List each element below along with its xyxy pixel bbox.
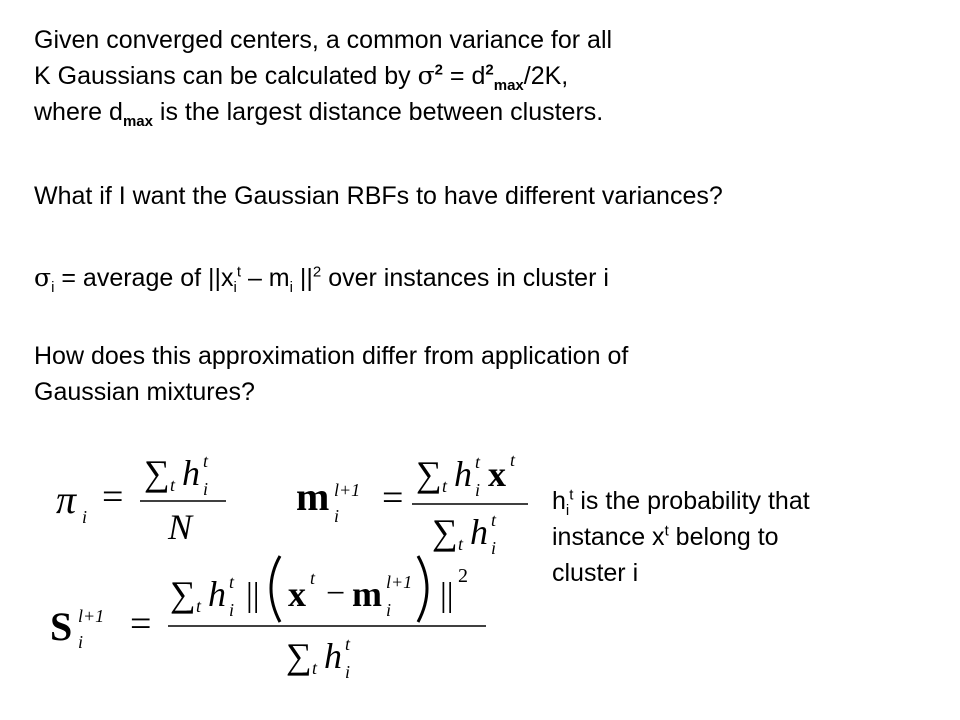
text: is the largest distance between clusters. [152, 98, 604, 126]
text: || [292, 264, 313, 292]
h-symbol: h [324, 636, 342, 676]
superscript-t: t [345, 634, 351, 654]
superscript: 2 [312, 263, 322, 281]
superscript-t: t [491, 510, 497, 530]
subscript-i: i [78, 632, 84, 652]
superscript-l-plus-1: l+1 [386, 572, 413, 592]
subscript-t: t [442, 476, 448, 496]
subscript-t: t [312, 658, 318, 678]
m-vector: m [352, 574, 382, 614]
superscript-l-plus-1: l+1 [334, 480, 361, 500]
x-vector: x [288, 574, 306, 614]
h-symbol: h [208, 574, 226, 614]
pi-symbol: π [56, 477, 77, 522]
subscript-i: i [491, 538, 497, 558]
different-variances-question [34, 178, 723, 214]
sum-symbol: ∑ [286, 636, 312, 676]
pi-formula [56, 445, 236, 555]
subscript-i: i [386, 600, 392, 620]
h-symbol: h [182, 453, 200, 493]
subscript-i: i [229, 600, 235, 620]
subscript: i [233, 279, 237, 296]
sum-symbol: ∑ [416, 454, 442, 494]
note-line-2 [552, 519, 810, 555]
text: K Gaussians can be calculated by [34, 62, 418, 90]
norm-left: || [246, 577, 260, 614]
m-vector: m [296, 474, 330, 519]
note-line-3: cluster i [552, 559, 639, 587]
superscript-t: t [229, 572, 235, 592]
text: instance x [552, 523, 665, 551]
subscript-i: i [82, 507, 88, 527]
equals-sign: = [382, 477, 404, 519]
text: What if I want the Gaussian RBFs to have different variances? [34, 182, 723, 210]
common-variance-paragraph [34, 22, 612, 130]
sum-symbol: ∑ [144, 453, 170, 493]
subscript: i [289, 279, 293, 296]
exponent: 2 [485, 61, 494, 79]
line-2 [34, 58, 612, 94]
left-paren [271, 556, 280, 622]
sum-symbol: ∑ [170, 574, 196, 614]
equals-sign: = [102, 476, 124, 518]
text: belong to [668, 523, 779, 551]
superscript-2: 2 [458, 565, 468, 587]
note-line-1 [552, 483, 810, 519]
h-definition-note [552, 483, 810, 591]
text: /2K, [523, 62, 569, 90]
subscript: max [122, 113, 153, 130]
mean-formula [296, 440, 536, 560]
equals-sign: = [130, 603, 152, 645]
s-matrix: S [50, 604, 73, 649]
sigma-symbol: σ [417, 61, 435, 90]
subscript-t: t [196, 596, 202, 616]
text: = d [442, 62, 486, 90]
norm-right: || [440, 577, 454, 614]
covariance-formula [50, 548, 500, 688]
subscript-t: t [458, 534, 464, 554]
exponent: 2 [434, 61, 443, 79]
superscript: t [236, 263, 242, 281]
minus-sign: − [326, 575, 346, 612]
superscript-t: t [310, 568, 316, 588]
subscript-t: t [170, 475, 176, 495]
h-symbol: h [470, 512, 488, 552]
right-paren [418, 556, 427, 622]
line-2: Gaussian mixtures? [34, 378, 255, 406]
superscript-t: t [203, 451, 209, 471]
gaussian-mixture-question [34, 338, 628, 410]
line-1: How does this approximation differ from application of [34, 342, 629, 370]
sigma-symbol: σ [34, 263, 52, 292]
subscript-i: i [334, 506, 340, 526]
text: Given converged centers, a common variance for all [34, 26, 613, 54]
superscript-t: t [475, 452, 481, 472]
superscript: t [569, 486, 574, 504]
subscript-i: i [475, 480, 481, 500]
n-symbol: N [168, 507, 193, 547]
sum-symbol: ∑ [432, 512, 458, 552]
subscript-i: i [345, 662, 351, 682]
text: over instances in cluster i [321, 264, 609, 292]
line-3 [34, 94, 612, 130]
x-vector: x [488, 454, 506, 494]
line-1 [34, 22, 612, 58]
superscript-t: t [510, 450, 516, 470]
subscript-i: i [203, 479, 209, 499]
superscript: t [664, 522, 669, 540]
sigma-definition [34, 260, 609, 296]
text: – m [241, 264, 290, 292]
subscript: i [565, 502, 570, 519]
superscript-l-plus-1: l+1 [78, 606, 105, 626]
text: = average of ||x [54, 264, 234, 292]
text: h [552, 487, 566, 515]
subscript: max [493, 77, 524, 94]
subscript: i [51, 279, 55, 296]
text: where d [34, 98, 123, 126]
h-symbol: h [454, 454, 472, 494]
text: is the probability that [573, 487, 810, 515]
